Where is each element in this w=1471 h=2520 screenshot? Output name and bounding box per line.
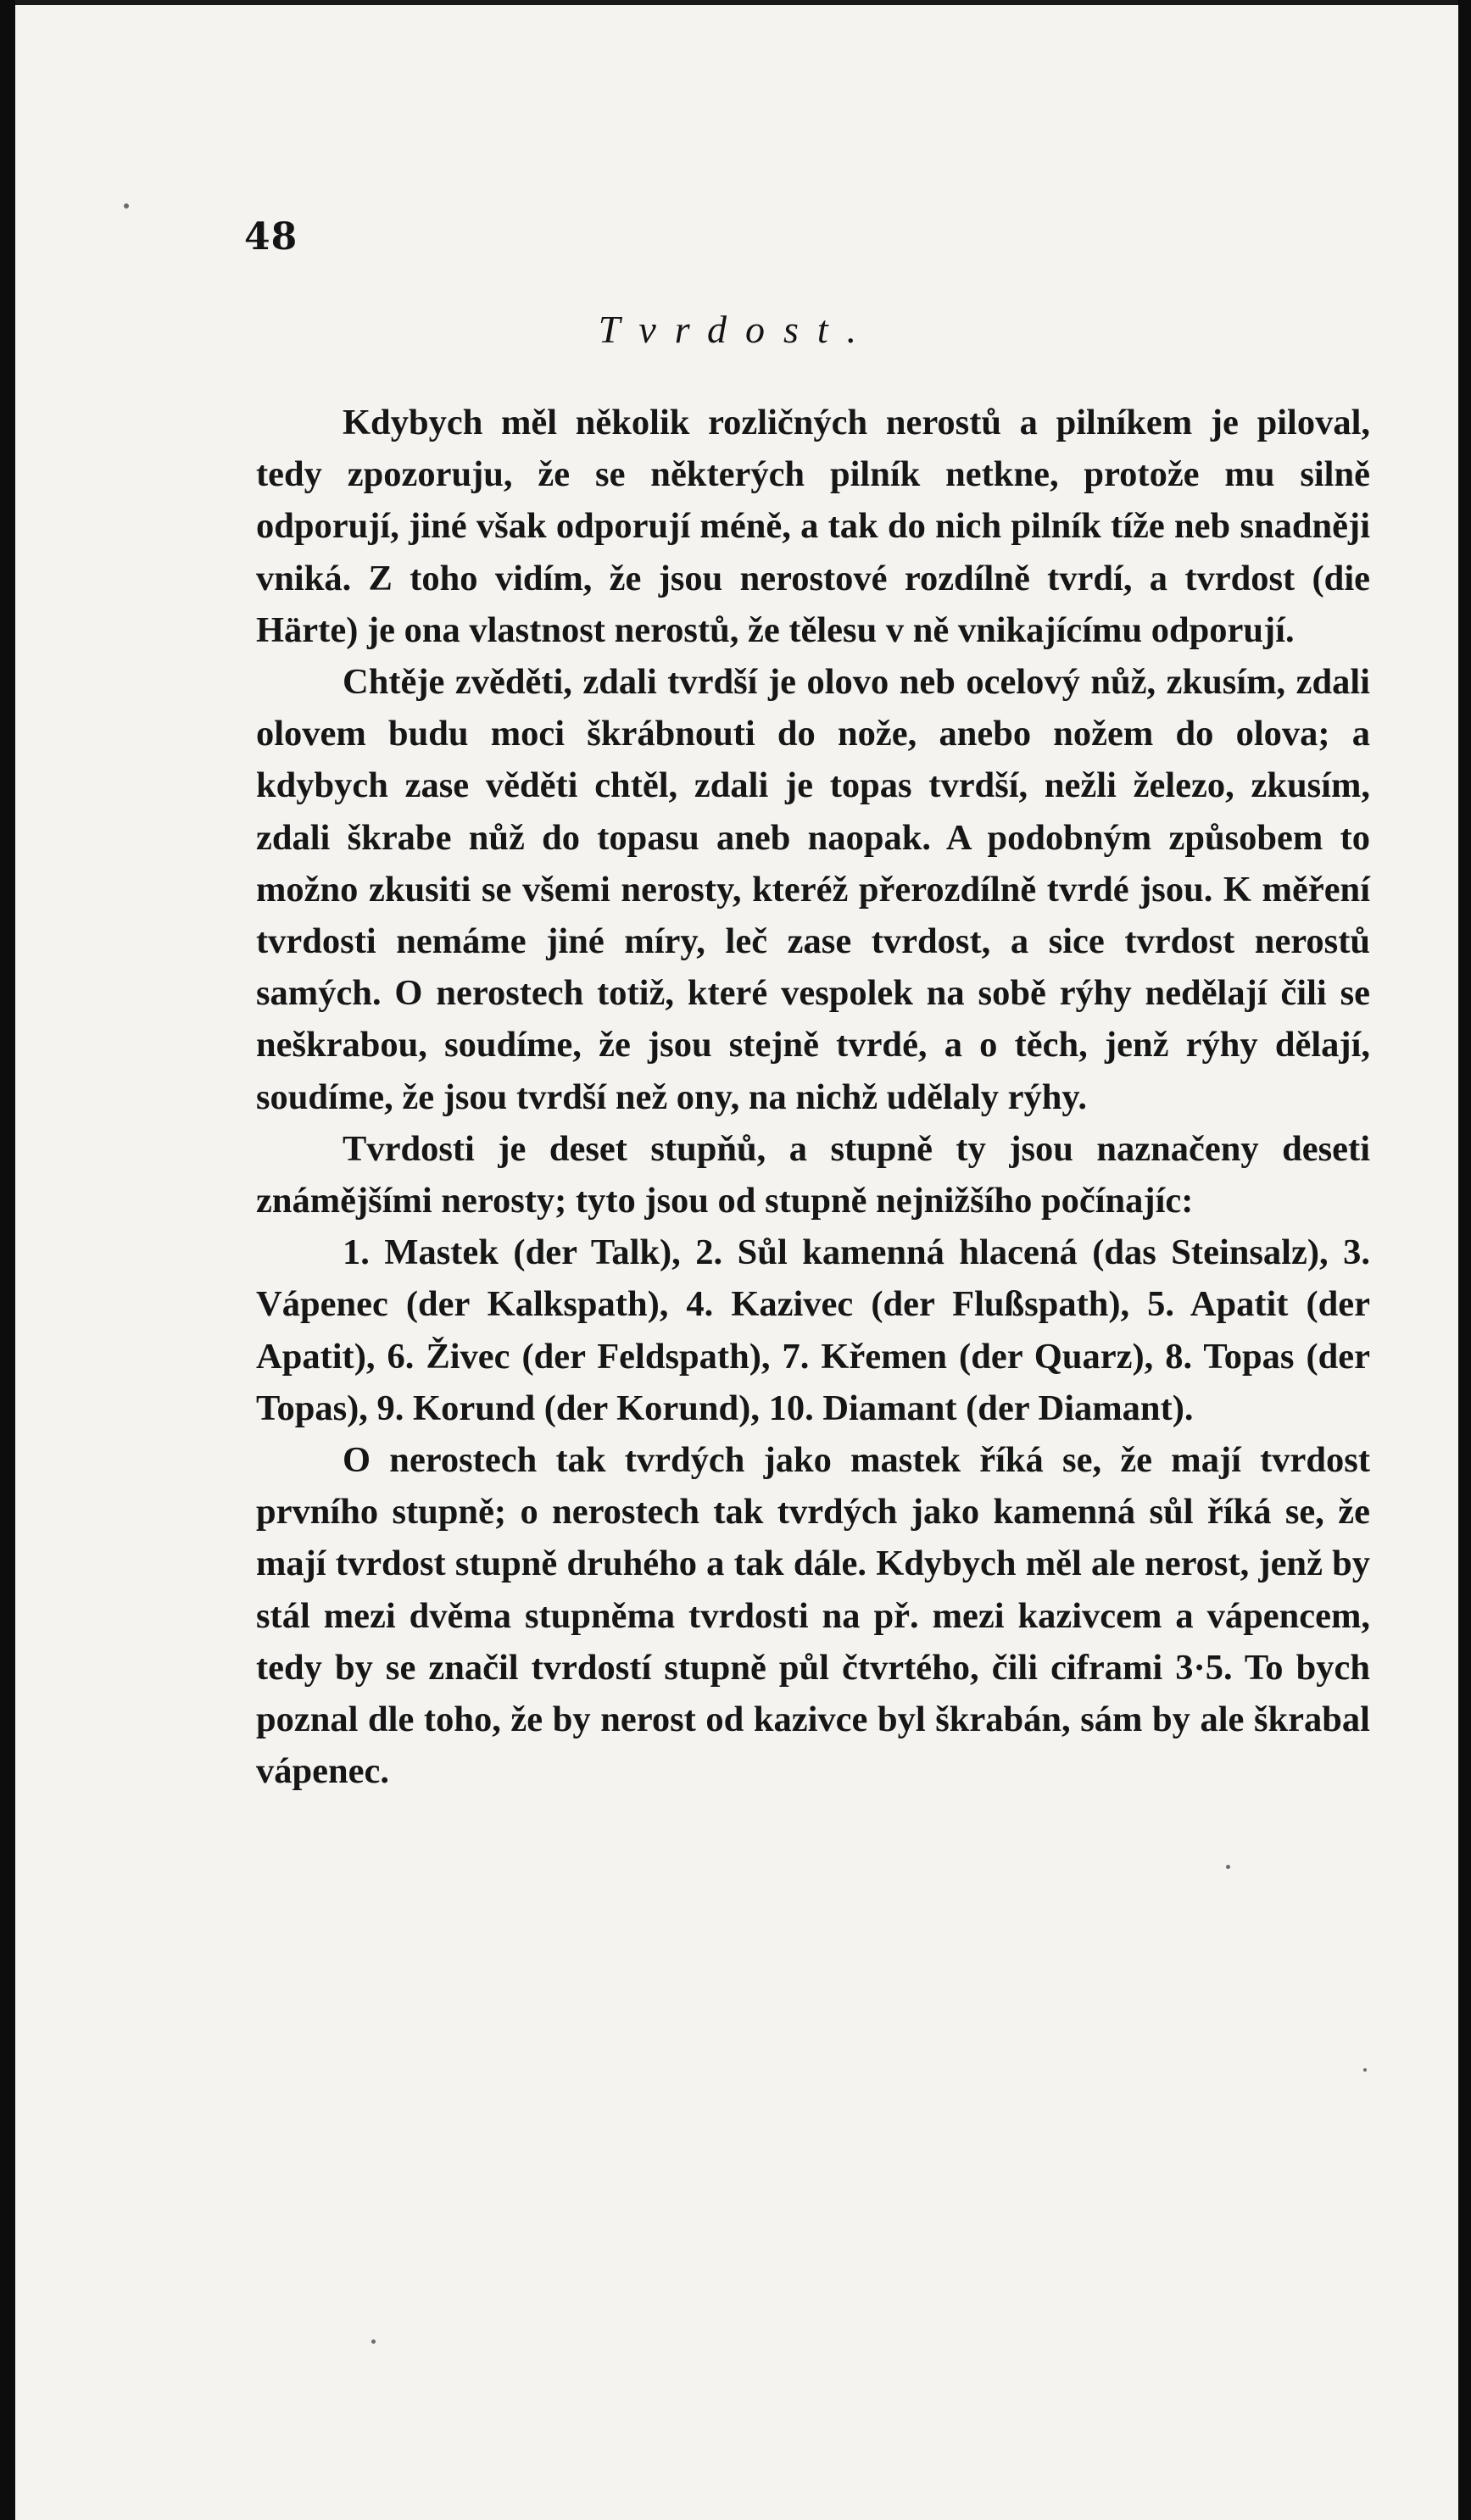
page-number: 48	[244, 215, 298, 259]
paragraph-scale-intro: Tvrdosti je deset stupňů, a stupně ty jsou naznačeny deseti známějšími nerosty; tyto jsou od stupně nejnižšího počínajíc:	[256, 1128, 1370, 1221]
scan-speck	[371, 2339, 376, 2344]
paragraph-definition: Kdybych měl několik rozličných nerostů a pilníkem je piloval, tedy zpozoruju, že se některých pilník netkne, protože mu silně odporují, jiné však odporují méně, a tak do nich pilník tíže neb snadněji vniká. Z toho vidím, že jsou nerostové rozdílně tvrdí, a tvrdost (die Härte) je ona vlastnost nerostů, že tělesu v ně vnikajícímu odporují.	[256, 403, 1370, 650]
scan-speck	[1226, 1865, 1230, 1869]
paragraph-testing: Chtěje zvěděti, zdali tvrdší je olovo neb ocelový nůž, zkusím, zdali olovem budu moci škrábnouti do nože, anebo nožem do olova; a kdybych zase věděti chtěl, zdali je topas tvrdší, nežli železo, zkusím, zdali škrabe nůž do topasu aneb naopak. A podobným způsobem to možno zkusiti se všemi nerosty, kteréž přerozdílně tvrdé jsou. K měření tvrdosti nemáme jiné míry, leč zase tvrdost, a sice tvrdost nerostů samých. O nerostech totiž, které vespolek na sobě rýhy nedělají čili se neškrabou, soudíme, že jsou stejně tvrdé, a o těch, jenž rýhy dělají, soudíme, že jsou tvrdší než ony, na nichž udělaly rýhy.	[256, 662, 1370, 1117]
book-page	[15, 0, 1458, 2520]
scan-speck	[124, 203, 129, 209]
scan-speck	[1363, 2068, 1367, 2072]
paragraph-hardness-scale: 1. Mastek (der Talk), 2. Sůl kamenná hlacená (das Steinsalz), 3. Vápenec (der Kalkspath), 4. Kazivec (der Flußspath), 5. Apatit (der Apatit), 6. Živec (der Feldspath), 7. Křemen (der Quarz), 8. Topas (der Topas), 9. Korund (der Korund), 10. Diamant (der Diamant).	[256, 1232, 1370, 1428]
paragraph-degrees: O nerostech tak tvrdých jako mastek říká se, že mají tvrdost prvního stupně; o nerostech tak tvrdých jako kamenná sůl říká se, že mají tvrdost stupně druhého a tak dále. Kdybych měl ale nerost, jenž by stál mezi dvěma stupněma tvrdosti na př. mezi kazivcem a vápencem, tedy by se značil tvrdostí stupně půl čtvrtého, čili ciframi 3·5. To bych poznal dle toho, že by nerost od kazivce byl škrabán, sám by ale škrabal vápenec.	[256, 1440, 1370, 1792]
section-heading: Tvrdost.	[598, 308, 876, 351]
body-text	[256, 397, 1370, 1797]
